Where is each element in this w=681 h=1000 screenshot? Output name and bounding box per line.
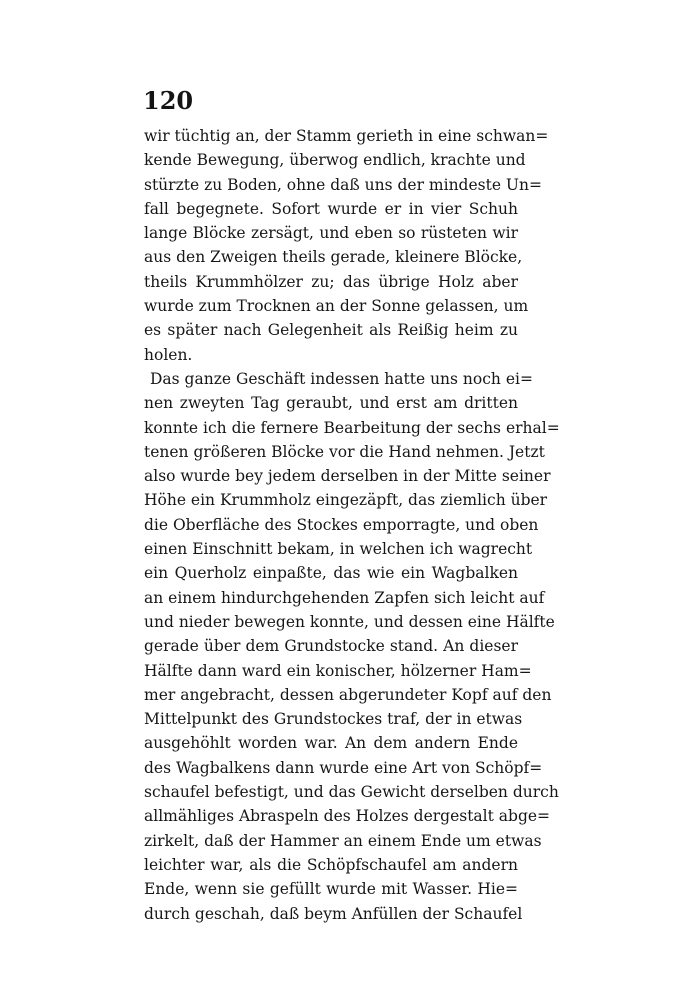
text-line: und nieder bewegen konnte, und dessen eine Hälfte: [144, 612, 555, 631]
text-line: mer angebracht, dessen abgerundeter Kopf auf den: [144, 685, 552, 704]
text-line: ein Querholz einpaßte, das wie ein Wagbalken: [144, 564, 518, 583]
text-line: an einem hindurchgehenden Zapfen sich leicht auf: [144, 588, 545, 607]
text-line: leichter war, als die Schöpfschaufel am andern: [144, 855, 518, 874]
text-line: konnte ich die fernere Bearbeitung der sechs erhal=: [144, 418, 560, 437]
text-line: aus den Zweigen theils gerade, kleinere Blöcke,: [144, 248, 523, 267]
text-line: kende Bewegung, überwog endlich, krachte und: [144, 151, 526, 170]
text-line: gerade über dem Grundstocke stand. An dieser: [144, 637, 518, 656]
text-line: holen.: [144, 345, 193, 364]
text-line: schaufel befestigt, und das Gewicht derselben durch: [144, 783, 559, 802]
text-line: fall begegnete. Sofort wurde er in vier Schuh: [144, 199, 518, 218]
text-line: Mittelpunkt des Grundstockes traf, der in etwas: [144, 710, 523, 729]
text-line: theils Krummhölzer zu; das übrige Holz aber: [144, 272, 518, 291]
text-line: nen zweyten Tag geraubt, und erst am dritten: [144, 394, 518, 413]
text-line: also wurde bey jedem derselben in der Mitte seiner: [144, 467, 551, 486]
text-line: es später nach Gelegenheit als Reißig heim zu: [144, 321, 518, 340]
text-line: Hälfte dann ward ein konischer, hölzerner Ham=: [144, 661, 532, 680]
text-line: lange Blöcke zersägt, und eben so rüsteten wir: [144, 224, 518, 243]
text-line: Ende, wenn sie gefüllt wurde mit Wasser. Hie=: [144, 880, 518, 899]
body-text: [144, 124, 560, 926]
text-line: Das ganze Geschäft indessen hatte uns noch ei=: [150, 369, 533, 388]
text-line: tenen größeren Blöcke vor die Hand nehmen. Jetzt: [144, 442, 545, 461]
text-line: wurde zum Trocknen an der Sonne gelassen, um: [144, 297, 529, 316]
text-line: einen Einschnitt bekam, in welchen ich wagrecht: [144, 540, 533, 559]
page-number: 120: [143, 86, 194, 115]
text-line: zirkelt, daß der Hammer an einem Ende um etwas: [144, 831, 542, 850]
text-line: Höhe ein Krummholz eingezäpft, das ziemlich über: [144, 491, 548, 510]
text-line: die Oberfläche des Stockes emporragte, und oben: [144, 515, 539, 534]
text-line: ausgehöhlt worden war. An dem andern Ende: [144, 734, 518, 753]
text-line: durch geschah, daß beym Anfüllen der Schaufel: [144, 904, 523, 923]
text-line: allmähliges Abraspeln des Holzes dergestalt abge=: [144, 807, 551, 826]
text-line: wir tüchtig an, der Stamm gerieth in eine schwan=: [144, 127, 549, 145]
text-line: stürzte zu Boden, ohne daß uns der mindeste Un=: [144, 175, 542, 194]
text-line: des Wagbalkens dann wurde eine Art von Schöpf=: [144, 758, 543, 777]
